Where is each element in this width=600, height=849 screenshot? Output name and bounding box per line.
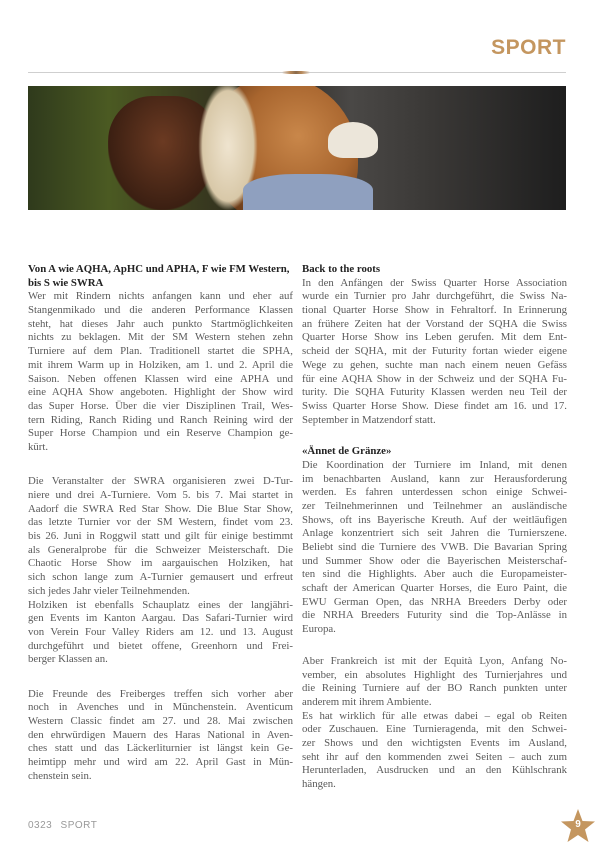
text-line: ches statt und das Läckerliturnier ist längst kein Ge-: [28, 742, 293, 755]
text-line: Beliebt sind die Turniere des VWB. Die Bavarian Spring: [302, 541, 567, 554]
heading-line: «Ännet de Gränze»: [302, 445, 392, 458]
issue-number: 0323: [28, 820, 53, 831]
text-line: den ehrwürdigen Mauern des Haras National in Aven-: [28, 728, 293, 741]
text-line: sich jedes Jahr vieler Teilnehmenden.: [28, 584, 190, 597]
text-line: durchgeführt und bietet offene, Greenhorn und Frei-: [28, 639, 293, 652]
text-line: Aadorf die SWRA Red Star Show. Die Blue Star Show,: [28, 502, 293, 515]
text-line: Aber Frankreich ist mit der Equità Lyon, Anfang No-: [302, 654, 567, 667]
text-line: die NRHA Breeders Futurity sind die Top-Anlässe in: [302, 609, 567, 622]
divider-ornament: [282, 71, 310, 74]
section-heading: [302, 263, 567, 277]
text-line: die Reining Turniere auf der BO Ranch punkten unter: [302, 682, 567, 695]
text-line: das Super Horse. Über die vier Disziplinen Trail, Wes-: [28, 399, 293, 412]
text-line: Super Horse Champion und ein Reserve Champion ge-: [28, 427, 293, 440]
text-line: Chaotic Horse Show im aargauischen Holziken, hat: [28, 557, 293, 570]
text-line: heimtipp mehr und wird am 22. April Gast in Mün-: [28, 756, 293, 769]
footer-section: SPORT: [60, 820, 98, 831]
text-line: das letzte Turnier vor der SM Western, findet vom 23.: [28, 516, 293, 529]
paragraph: [28, 475, 293, 598]
text-line: Es hat wirklich für alle etwas dabei – egal ob Reiten: [302, 709, 567, 722]
text-line: tional Quarter Horse Show in Fehraltorf. In Erinnerung: [302, 304, 567, 317]
paragraph: [302, 710, 567, 792]
text-line: EWU German Open, das NRHA Breeders Derby oder: [302, 595, 567, 608]
paragraph: [28, 290, 293, 454]
text-line: Saison. Neben offenen Klassen wird eine APHA und: [28, 372, 293, 385]
text-line: berger Klassen an.: [28, 653, 108, 666]
text-line: mit ihrem Warm up in Holziken, am 1. und 2. April die: [28, 358, 293, 371]
text-line: Western Classic findet am 27. und 28. Mai zwischen: [28, 715, 293, 728]
text-line: scheid der SQHA, mit der Futurity fortan wieder eigene: [302, 345, 567, 358]
text-line: gen Events im Kanton Aargau. Das Safari-Turnier wird: [28, 612, 293, 625]
text-line: für eine AQHA Show in der Schweiz und der SQHA Fu-: [302, 372, 567, 385]
text-line: von Verein Four Valley Riders am 12. und 13. August: [28, 626, 293, 639]
text-line: zer Teilnehmerinnen und Teilnehmer an ausländische: [302, 499, 567, 512]
text-line: Anlage konzentriert sich seit Jahren die Turnierszene.: [302, 527, 567, 540]
text-line: September in Matzendorf statt.: [302, 413, 436, 426]
text-line: Swiss Quarter Horse Show. Diese findet am 16. und 17.: [302, 399, 567, 412]
paragraph: [302, 655, 567, 710]
section-heading: [302, 445, 567, 459]
page-number: 9: [575, 819, 581, 830]
text-line: schaft der American Quarter Horses, die Euro Paint, die: [302, 582, 567, 595]
text-line: oder Zuschauen. Eine Turnieragenda, mit den Schwei-: [302, 723, 567, 736]
text-line: werden. Es fahren unterdessen schon einige Schwei-: [302, 486, 567, 499]
paragraph: [28, 599, 293, 667]
heading-line: bis S wie SWRA: [28, 276, 104, 289]
paragraph: [302, 459, 567, 637]
text-line: hängen.: [302, 778, 336, 791]
text-line: Die Freunde des Freiberges treffen sich vorher aber: [28, 687, 293, 700]
text-line: turity. Die SQHA Futurity Klassen werden neu Teil der: [302, 386, 567, 399]
text-line: sich schon lange zum A-Turnier gemausert und erfreut: [28, 571, 293, 584]
photo-cowboy-hat: [328, 122, 378, 158]
text-line: Stangenmikado und die anderen Performance Klassen: [28, 304, 293, 317]
text-line: noch in Avenches und in Münchenstein. Aventicum: [28, 701, 293, 714]
text-line: steht, hat dieses Jahr auch punkto Startmöglichkeiten: [28, 317, 293, 330]
text-line: Shows, oft ins Bayerische Kreuth. Auf der weitläufigen: [302, 513, 567, 526]
paragraph: [28, 688, 293, 784]
heading-line: Von A wie AQHA, ApHC und APHA, F wie FM Western,: [28, 263, 290, 275]
text-line: nichts zu beklagen. Mit der SM Western stehen zehn: [28, 331, 293, 344]
text-line: kürt.: [28, 440, 49, 453]
text-line: bis 26. Juni in Roggwil statt und gilt für einige bestimmt: [28, 530, 293, 543]
text-line: Die Koordination der Turniere im Inland, mit denen: [302, 458, 567, 471]
left-column: [28, 263, 293, 813]
text-line: seht ihr auf den kommenden zwei Seiten – auch zum: [302, 750, 567, 763]
text-line: an frühere Zeiten hat der Vorstand der SQHA die Swiss: [302, 317, 567, 330]
text-line: wurde ein Turnier pro Jahr durchgeführt, die Swiss Na-: [302, 290, 567, 303]
text-line: Quarter Horse Show ins Leben gerufen. Mit dem Ent-: [302, 331, 567, 344]
text-line: im benachbarten Ausland, kann zur Herausforderung: [302, 472, 567, 485]
text-line: Turniere auf dem Plan. Traditionell startet die SPHA,: [28, 345, 293, 358]
text-line: anderem mit ihrem Ambiente.: [302, 695, 432, 708]
paragraph: [302, 277, 567, 428]
text-line: Wer mit Rindern nichts anfangen kann und eher auf: [28, 290, 293, 303]
text-line: In den Anfängen der Swiss Quarter Horse Association: [302, 276, 567, 289]
text-line: Wege zu gehen, suchte man nach einem neuen Gefäss: [302, 358, 567, 371]
text-line: niere und drei A-Turniere. Vom 5. bis 7. Mai startet in: [28, 489, 293, 502]
text-line: als Generalprobe für die Schweizer Meisterschaft. Die: [28, 543, 293, 556]
text-line: und Summer Show oder die Bayerischen Meisterschaf-: [302, 554, 567, 567]
right-column: [302, 263, 567, 813]
text-line: eine AQHA Show angeboten. Highlight der Show wird: [28, 386, 293, 399]
footer: [28, 820, 97, 831]
text-line: Europa.: [302, 623, 336, 636]
text-line: Holziken ist ebenfalls Schauplatz eines der langjähri-: [28, 598, 293, 611]
section-title: SPORT: [491, 36, 566, 59]
text-line: tern Riding, Ranch Riding und Ranch Reining wird der: [28, 413, 293, 426]
text-line: ten sind die Highlights. Aber auch die Europameister-: [302, 568, 567, 581]
hero-photo-horse: [28, 86, 566, 210]
text-line: vember, ein absolutes Highlight des Turnierjahres und: [302, 668, 567, 681]
page-number-star: [560, 808, 596, 844]
heading-line: Back to the roots: [302, 263, 381, 275]
text-line: zer Shows und den wichtigsten Events im Ausland,: [302, 736, 567, 749]
text-line: Herunterladen, Ausdrucken und an den Kühlschrank: [302, 764, 567, 777]
text-line: chenstein sein.: [28, 769, 92, 782]
section-heading: [28, 263, 293, 290]
photo-rider: [243, 174, 373, 210]
text-line: Die Veranstalter der SWRA organisieren zwei D-Tur-: [28, 475, 293, 488]
